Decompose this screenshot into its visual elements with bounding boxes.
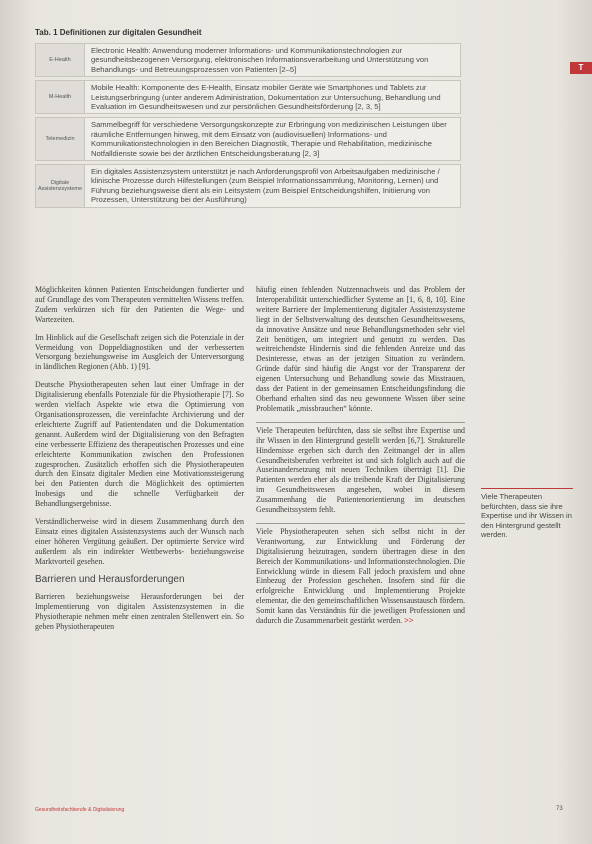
table-row — [35, 117, 461, 161]
right-text-column — [256, 285, 465, 626]
term-cell: M-Health — [35, 80, 85, 114]
table-row — [35, 80, 461, 114]
table-row — [35, 164, 461, 208]
term-cell: Telemedizin — [35, 117, 85, 161]
paragraph: Im Hinblick auf die Gesellschaft zeigen sich die Potenziale in der Vermeidung von Doppeldiagnostiken und der verbesserten Versorgung beziehungsweise im Ausgleich der Unterversorgung in ländlichen Regionen (Abb. 1) [9]. — [35, 332, 244, 372]
definition-cell: Mobile Health: Komponente des E-Health, Einsatz mobiler Geräte wie Smartphones und Tablets zur Leistungserbringung (unter anderem Administration, Dokumentation zur Untersuchung, Behandlung und Evaluation im Gesundheitswesen und zur persönlichen Gesundheitsförderung [2, 3, 5] — [85, 80, 461, 114]
paragraph: Verständlicherweise wird in diesem Zusammenhang durch den Einsatz eines digitalen Assistenzsystems auch der Wunsch nach einer höheren Vergütung geäußert. Der optimierte Service wird außerdem als ein indirekter Wettbewerbs- beziehungsweise Marktvorteil gesehen. — [35, 517, 244, 566]
definitions-table — [35, 40, 461, 211]
margin-quote: Viele Therapeuten befürchten, dass sie ihre Expertise und ihr Wissen in den Hintergrund gestellt werden. — [481, 488, 573, 540]
paragraph-text: Viele Physiotherapeuten sehen sich selbst nicht in der Verantwortung, zur Entwicklung und Förderung der Digitalisierung beizutragen, sondern übertragen diese in den Bereich der Kommunikations- und Informationstechnologien. Die Entwicklung würde in diesem Fall jedoch praxisfern und ohne Einbezug der Profession geschehen. Insofern sind für die erfolgreiche Entwicklung und Implementierung Projekte elementar, die den gemeinschaftlichen Wissensaustausch fördern. Somit kann das Verständnis für die jeweiligen Professionen und dadurch die Zusammenarbeit gestärkt werden. — [256, 526, 465, 626]
footer-journal-name: Gesundheitsfachberufe & Digitalisierung — [35, 807, 125, 813]
table-row — [35, 43, 461, 77]
paragraph: Viele Therapeuten befürchten, dass sie selbst ihre Expertise und ihr Wissen in den Hintergrund gestellt werden [6,7]. Strukturelle Hindernisse ergeben sich durch den Zeitmangel der in allen Gesundheitsberufen verbreitet ist und sich folglich auch auf die Auseinandersetzung mit neuen Techniken überträgt [1]. Die Patienten werden eher als die treibende Kraft der Digitalisierung im Gesundheitswesen angesehen, wobei in diesem Zusammenhang die Patientenorientierung im deutschen Gesundheitssystem fehlt. — [256, 422, 465, 515]
paragraph: Möglichkeiten können Patienten Entscheidungen fundierter und auf Grundlage des vom Therapeuten vermittelten Wissens treffen. Zudem verkürzen sich für den Patienten die Wege- und Wartezeiten. — [35, 285, 244, 324]
definition-cell: Ein digitales Assistenzsystem unterstützt je nach Anforderungsprofil von Arbeitsaufgaben medizinische / klinische Prozesse durch Hilfestellungen (zum Beispiel Informationssammlung, Monitoring, Lernen) und Führung beziehungsweise dient als ein Leitsystem (zum Beispiel Entscheidungshilfen, Initiierung von Prozessen, Unterstützung bei der Ausführung) — [85, 164, 461, 208]
section-tab-marker: T — [570, 62, 592, 74]
paragraph — [256, 523, 465, 626]
left-text-column — [35, 285, 244, 640]
definition-cell: Electronic Health: Anwendung moderner Informations- und Kommunikationstechnologien zur gesundheitsbezogenen Versorgung, elektronischen Informationsverarbeitung und Unterstützung von Behandlungs- und Betreuungsprozessen von Patienten [2–5] — [85, 43, 461, 77]
paragraph: häufig einen fehlenden Nutzennachweis und das Problem der Interoperabilität unterschiedlicher Systeme an [1, 6, 8, 10]. Eine weitere Barriere der Implementierung digitaler Assistenzsysteme liegt in der Selbstverwaltung des deutschen Gesundheitswesens, da innovative Ansätze und neue Behandlungsmethoden sehr viel Zeit benötigen, um integriert und genutzt zu werden. Das weitreichendste Hindernis sind die fehlenden Anreize und das Desinteresse, etwas an der jetzigen Situation zu verändern. Gründe dafür sind häufig die Angst vor der Transparenz der eigenen Untersuchung und Behandlung sowie das Misstrauen, dass der Patient in der gemeinsamen Entscheidungsfindung die Oberhand erhalten sind das neu gewonnene Wissen über seine Problematik „missbrauchen“ könnte. — [256, 285, 465, 413]
term-cell: E-Health — [35, 43, 85, 77]
paragraph: Deutsche Physiotherapeuten sehen laut einer Umfrage in der Digitalisierung ebenfalls Potenziale für die Physiotherapie [7]. So werden vielfach Aspekte wie etwa die Optimierung von Organisationsprozessen, die vereinfachte Archivierung und der erleichterte Zugriff auf Patientendaten und die Dokumentation genannt. Außerdem wird der Digitalisierung von den Befragten eine verbesserte Effizienz des therapeutischen Prozesses und eine erleichterte Kommunikation zwischen den Professionen zugesprochen. Zusätzlich erhoffen sich die Physiotherapeuten durch den Einsatz digitaler Medien eine Motivationssteigerung bei den Patienten durch die Möglichkeit des optimierten Inobesigs und die schnelle Verfügbarkeit der Behandlungsergebnisse. — [35, 380, 244, 509]
table-title: Tab. 1 Definitionen zur digitalen Gesundheit — [35, 28, 202, 37]
page-number: 73 — [556, 806, 563, 812]
term-cell: Digitale Assistenzsysteme — [35, 164, 85, 208]
section-heading: Barrieren und Herausforderungen — [35, 573, 185, 585]
definition-cell: Sammelbegriff für verschiedene Versorgungskonzepte zur Erbringung von medizinischen Leistungen über räumliche Entfernungen hinweg, mit dem Einsatz von (audiovisuellen) Informations- und Kommunikationstechnologien in den Bereichen Diagnostik, Therapie und Rehabilitation, medizinische Notfalldienste sowie bei der ärztlichen Entscheidungsberatung [2, 3] — [85, 117, 461, 161]
continue-arrows: >> — [404, 616, 414, 626]
paragraph: Barrieren beziehungsweise Herausforderungen bei der Implementierung von digitalen Assistenzsystemen in die Physiotherapie nehmen mehr einen zentralen Stellenwert ein. So geben Physiotherapeuten — [35, 592, 244, 632]
